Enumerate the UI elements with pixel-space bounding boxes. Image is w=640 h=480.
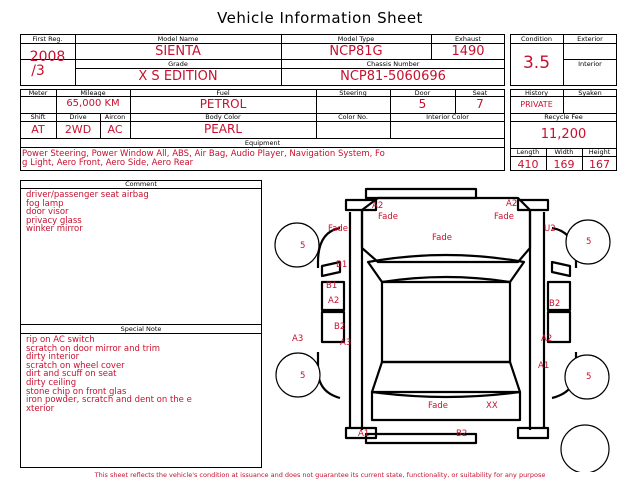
list-item: door visor xyxy=(26,207,69,218)
aircon-value: AC xyxy=(107,123,123,136)
length-label: Length xyxy=(516,148,540,156)
list-item: iron powder, scratch and dent on the e xyxy=(26,395,192,406)
syaken-label: Syaken xyxy=(578,89,602,97)
chassis-number-value: NCP81-5060696 xyxy=(340,69,446,84)
recycle-fee-value: 11,200 xyxy=(540,127,587,142)
mark-fade-fender-left: Fade xyxy=(328,224,348,234)
model-type-label: Model Type xyxy=(337,35,375,43)
width-value: 169 xyxy=(553,158,575,171)
mark-a2-left-door: A2 xyxy=(328,296,340,306)
drive-value: 2WD xyxy=(64,123,92,136)
model-name-label: Model Name xyxy=(157,35,199,43)
seat-label: Seat xyxy=(472,89,488,97)
mark-a2-front-left: A2 xyxy=(372,201,384,211)
mark-fade-bonnet-right: Fade xyxy=(494,212,514,222)
body-color-value: PEARL xyxy=(203,122,243,136)
spare-wheel xyxy=(561,425,609,472)
length-value: 410 xyxy=(517,158,539,171)
recycle-fee-label: Recycle Fee xyxy=(544,113,583,121)
mark-b1-left-door: B1 xyxy=(326,281,338,291)
interior-color-label: Interior Color xyxy=(426,113,469,121)
first-reg-label: First Reg. xyxy=(32,35,63,43)
equipment-label: Equipment xyxy=(244,139,281,147)
mark-wheel-rr: 5 xyxy=(586,372,592,382)
list-item: dirty interior xyxy=(26,352,80,363)
mark-wheel-rl: 5 xyxy=(300,371,306,381)
mark-fade-roof: Fade xyxy=(432,233,452,243)
height-value: 167 xyxy=(589,158,610,171)
model-name-value: SIENTA xyxy=(155,44,201,59)
list-item: driver/passenger seat airbag xyxy=(26,190,149,200)
history-label: History xyxy=(524,89,549,97)
first-reg-year: 2008 xyxy=(29,49,66,65)
list-item: rip on AC switch xyxy=(26,335,95,345)
equipment-line-2: g Light, Aero Front, Aero Side, Aero Rear xyxy=(22,158,194,168)
grade-label: Grade xyxy=(168,60,188,68)
door-value: 5 xyxy=(418,97,427,111)
comment-list xyxy=(26,191,149,234)
damage-labels xyxy=(292,199,591,439)
mark-xx-rear: XX xyxy=(486,401,498,411)
list-item: scratch on wheel cover xyxy=(26,360,125,371)
mark-a1-rear-bumper: A1 xyxy=(358,429,370,439)
wheel-rear-left xyxy=(276,353,320,397)
mark-b2-rear-bumper: B2 xyxy=(456,429,468,439)
list-item: privacy glass xyxy=(26,215,82,226)
list-item: dirt and scuff on seat xyxy=(26,369,117,380)
chassis-number-label: Chassis Number xyxy=(366,60,420,68)
list-item: scratch on door mirror and trim xyxy=(26,343,161,354)
list-item: dirty ceiling xyxy=(26,377,77,388)
shift-value: AT xyxy=(31,123,45,136)
fuel-value: PETROL xyxy=(199,97,247,111)
mark-a3-left-quarter: A3 xyxy=(292,334,304,344)
list-item: xterior xyxy=(26,403,55,414)
sheet-title: Vehicle Information Sheet xyxy=(217,9,423,27)
mark-a3-left-rear: A3 xyxy=(340,338,352,348)
mark-wheel-fr: 5 xyxy=(586,237,592,247)
history-value: PRIVATE xyxy=(520,100,553,109)
list-item: winker mirror xyxy=(26,224,83,235)
mark-b2-left-rear-door: B2 xyxy=(334,322,346,332)
grade-value: X S EDITION xyxy=(138,69,218,84)
height-label: Height xyxy=(588,148,611,156)
wheel-front-left xyxy=(275,223,319,267)
mileage-label: Mileage xyxy=(80,89,106,97)
equipment-line-1: Power Steering, Power Window All, ABS, Air Bag, Audio Player, Navigation System, Fo xyxy=(22,149,385,159)
mark-wheel-fl: 5 xyxy=(300,241,306,251)
mark-u2-right: U2 xyxy=(544,224,556,234)
special-note-label: Special Note xyxy=(120,325,162,333)
mark-b1-pillar: B1 xyxy=(336,260,348,270)
mark-a1-right-rear: A1 xyxy=(538,361,550,371)
width-label: Width xyxy=(554,148,574,156)
exhaust-value: 1490 xyxy=(451,44,485,59)
disclaimer-footer: This sheet reflects the vehicle's condition at issuance and does not guarantee its current state, functionality, or suitability for any purpose xyxy=(94,471,546,479)
mark-a2-front-right: A2 xyxy=(506,199,518,209)
mark-fade-rear: Fade xyxy=(428,401,448,411)
list-item: fog lamp xyxy=(26,198,64,209)
first-reg-month: /3 xyxy=(31,63,45,79)
mark-fade-bonnet-left: Fade xyxy=(378,212,398,222)
color-no-label: Color No. xyxy=(338,113,368,121)
drive-label: Drive xyxy=(69,113,87,121)
door-label: Door xyxy=(414,89,431,97)
comment-label: Comment xyxy=(125,180,157,188)
mark-a2-right-quarter: A2 xyxy=(541,334,553,344)
condition-value: 3.5 xyxy=(522,53,551,73)
fuel-label: Fuel xyxy=(216,89,230,97)
body-color-label: Body Color xyxy=(205,113,241,121)
model-type-value: NCP81G xyxy=(329,44,383,59)
condition-label: Condition xyxy=(520,35,553,43)
meter-label: Meter xyxy=(28,89,48,97)
interior-label: Interior xyxy=(578,60,602,68)
seat-value: 7 xyxy=(476,97,484,111)
mileage-value: 65,000 KM xyxy=(66,98,120,109)
exterior-label: Exterior xyxy=(577,35,603,43)
shift-label: Shift xyxy=(30,113,46,121)
mark-b2-right-door: B2 xyxy=(549,299,561,309)
steering-label: Steering xyxy=(339,89,367,97)
aircon-label: Aircon xyxy=(104,113,126,121)
car-damage-diagram xyxy=(268,180,640,472)
special-note-list xyxy=(26,336,192,413)
exhaust-label: Exhaust xyxy=(454,35,482,43)
list-item: stone chip on front glas xyxy=(26,386,127,397)
